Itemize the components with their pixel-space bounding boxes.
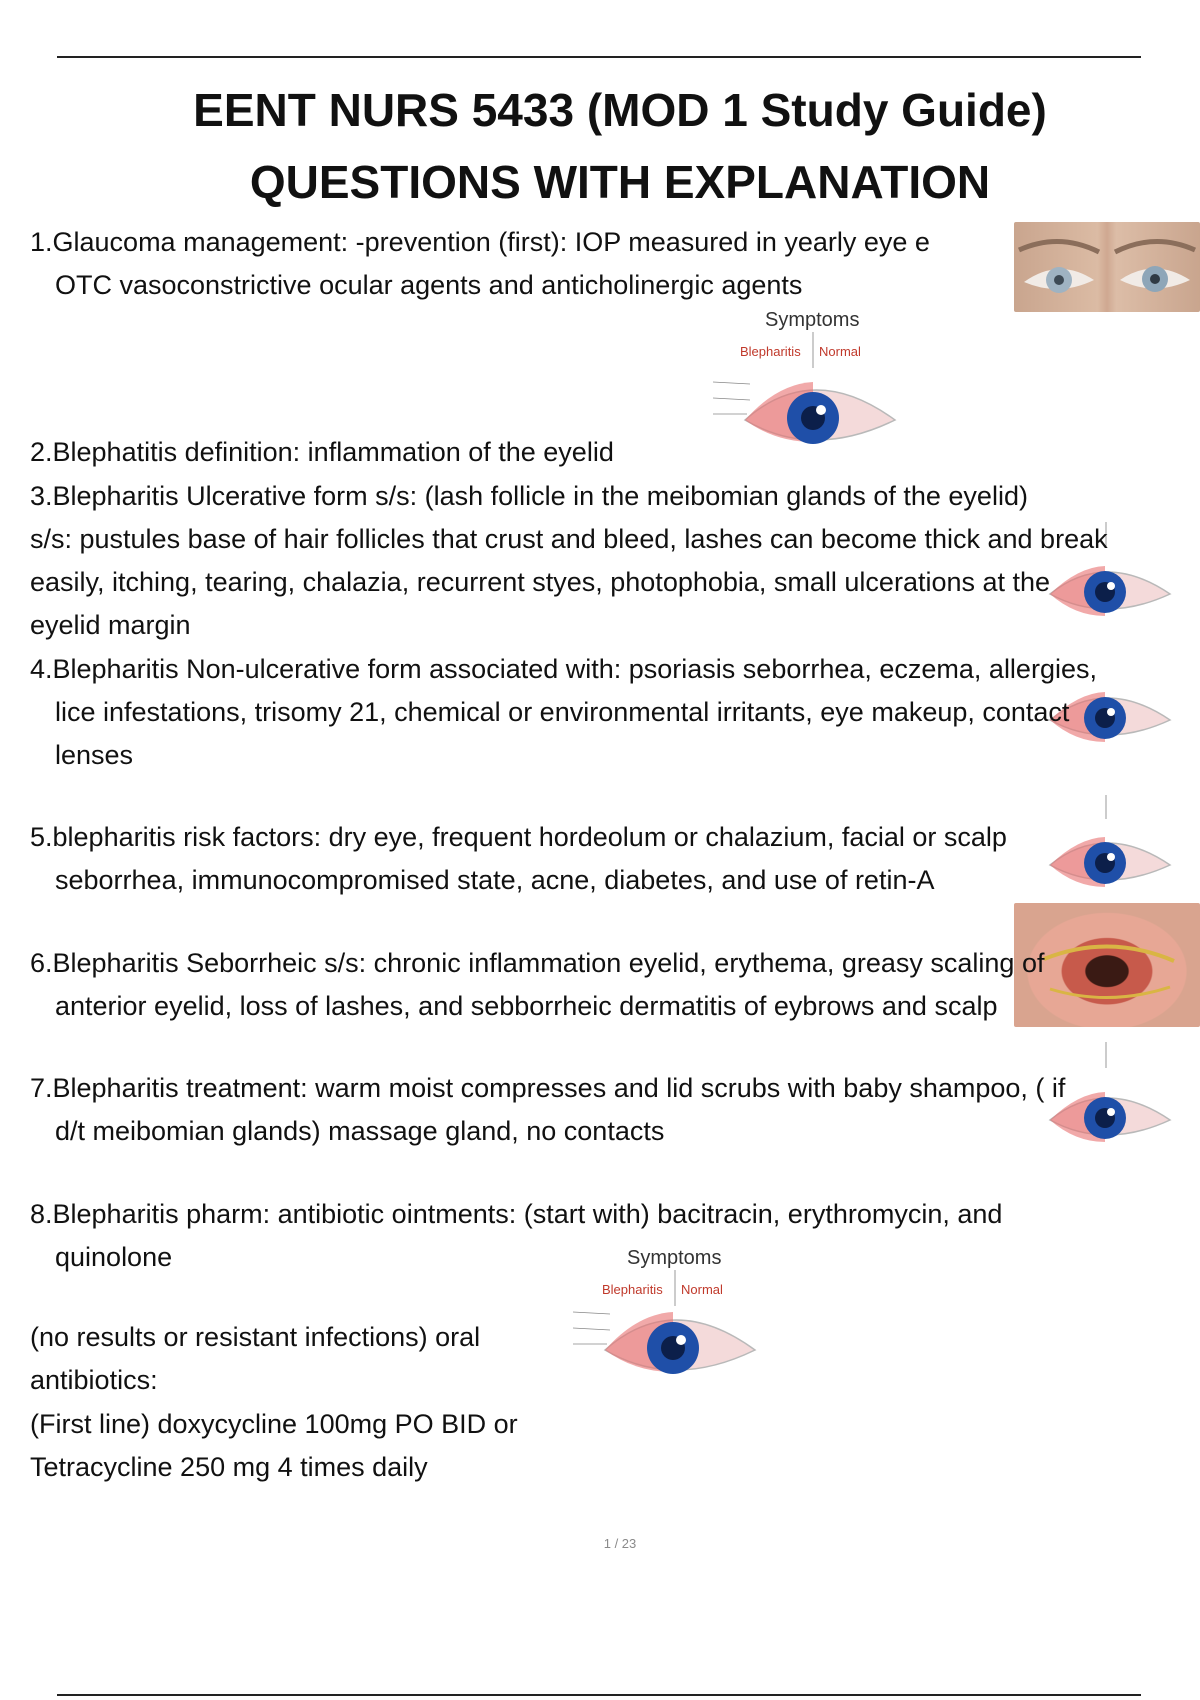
blepharitis-illustration [705,302,905,462]
illustration-2-label-normal: Normal [681,1282,723,1297]
blepharitis-illustration-2 [565,1240,765,1400]
item-3-line-1: 3.Blepharitis Ulcerative form s/s: (lash follicle in the meibomian glands of the eyelid) [30,481,1028,511]
item-2-line-1: 2.Blephatitis definition: inflammation of the eyelid [30,437,614,467]
illustration-2-label-blepharitis: Blepharitis [602,1282,663,1297]
top-rule [57,56,1141,58]
item-8-line-2: quinolone [55,1242,173,1272]
item-4-line-3: lenses [55,740,134,770]
item-4-line-1: 4.Blepharitis Non-ulcerative form associated with: psoriasis seborrhea, eczema, allergies, [30,654,1097,684]
item-6-line-1: 6.Blepharitis Seborrheic s/s: chronic inflammation eyelid, erythema, greasy scaling of [30,948,1045,978]
illustration-label-normal: Normal [819,344,861,359]
item-7-line-2: d/t meibomian glands) massage gland, no contacts [55,1116,665,1146]
item-1-line-2: OTC vasoconstrictive ocular agents and anticholinergic agents [55,270,803,300]
item-6-line-2: anterior eyelid, loss of lashes, and sebborrheic dermatitis of eybrows and scalp [55,991,998,1021]
extra-line-2: antibiotics: [30,1365,158,1395]
item-3-line-3: easily, itching, tearing, chalazia, recurrent styes, photophobia, small ulcerations at the [30,567,1051,597]
item-3-line-2: s/s: pustules base of hair follicles that crust and bleed, lashes can become thick and break [30,524,1108,554]
illustration-heading: Symptoms [765,309,860,331]
page-title-line-1: EENT NURS 5433 (MOD 1 Study Guide) [193,84,1047,136]
illustration-2-heading: Symptoms [627,1247,722,1269]
blepharitis-illustration-small-3 [1040,775,1180,900]
item-5-line-1: 5.blepharitis risk factors: dry eye, frequent hordeolum or chalazium, facial or scalp [30,822,1007,852]
bottom-rule [57,1694,1141,1696]
page-title-line-2: QUESTIONS WITH EXPLANATION [249,156,991,208]
page-number: 1 / 23 [603,1536,637,1551]
item-7-line-1: 7.Blepharitis treatment: warm moist compresses and lid scrubs with baby shampoo, ( if [30,1073,1066,1103]
extra-line-4: Tetracycline 250 mg 4 times daily [30,1452,428,1482]
item-4-line-2: lice infestations, trisomy 21, chemical or environmental irritants, eye makeup, contact [55,697,1070,727]
item-1-line-1: 1.Glaucoma management: -prevention (first): IOP measured in yearly eye e [30,227,930,257]
extra-line-3: (First line) doxycycline 100mg PO BID or [30,1409,518,1439]
item-8-line-1: 8.Blepharitis pharm: antibiotic ointments: (start with) bacitracin, erythromycin, and [30,1199,1003,1229]
item-5-line-2: seborrhea, immunocompromised state, acne, diabetes, and use of retin-A [55,865,935,895]
extra-line-1: (no results or resistant infections) oral [30,1322,481,1352]
glaucoma-eyes-photo [1014,222,1200,312]
item-3-line-4: eyelid margin [30,610,191,640]
illustration-label-blepharitis: Blepharitis [740,344,801,359]
